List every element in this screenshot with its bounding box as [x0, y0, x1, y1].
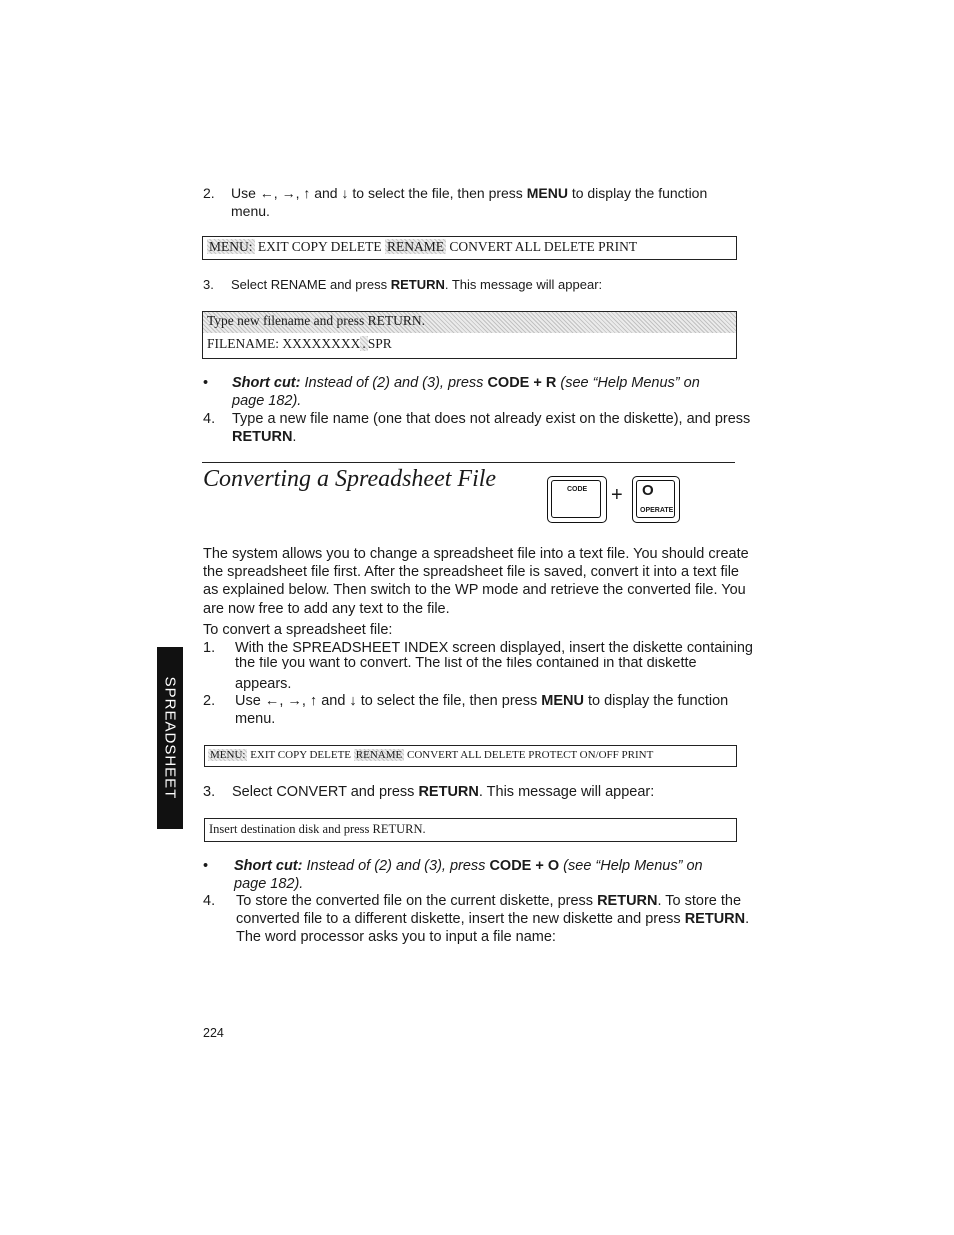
step-text: Select CONVERT and press [232, 784, 419, 800]
bullet: • [203, 858, 209, 874]
shortcut-text: (see “Help Menus” on [559, 858, 703, 874]
step-2-second [203, 692, 773, 728]
operate-key-face [636, 480, 675, 518]
step-text: Select RENAME and press [231, 277, 391, 292]
step-2-first [203, 184, 763, 220]
step-text: converted file to a different diskette, insert the new diskette and press [236, 911, 685, 928]
step-number: 1. [203, 640, 216, 656]
filename-extension: SPR [367, 336, 392, 351]
shortcut-note-first [203, 374, 763, 410]
step-1-second [203, 639, 773, 694]
step-number: 4. [203, 411, 216, 427]
menu-item-rename-selected: RENAME [355, 749, 403, 761]
insert-disk-message-box [204, 818, 737, 842]
step-number: 2. [203, 185, 215, 201]
intro-paragraph [203, 545, 773, 618]
chapter-side-tab [157, 647, 183, 829]
step-text: . [292, 429, 297, 446]
menu-label: MENU: [210, 749, 246, 761]
code-key-face [551, 480, 601, 518]
plus-sign: + [611, 484, 623, 506]
step-number: 4. [203, 893, 216, 909]
step-text: The word processor asks you to input a file name: [236, 929, 556, 946]
section-rule [202, 462, 735, 463]
intro-line: The system allows you to change a spreadsheet file into a text file. You should create [203, 546, 749, 562]
return-key-label: RETURN [597, 893, 658, 909]
step-4-first [203, 410, 773, 446]
shortcut-text: page 182). [234, 876, 304, 893]
page-number: 224 [203, 1026, 224, 1040]
prompt-row [203, 312, 736, 333]
menu-items-before: EXIT COPY DELETE [250, 749, 352, 761]
step-number: 3. [203, 277, 214, 292]
shortcut-text: (see “Help Menus” on [556, 375, 700, 391]
intro-line: as explained below. Then switch to the WP mode and retrieve the converted file. You [203, 582, 746, 599]
rename-prompt: Type new filename and press RETURN. [207, 313, 425, 328]
shortcut-note-second [203, 857, 773, 893]
menu-label: MENU: [209, 239, 253, 254]
step-text: menu. [231, 203, 270, 220]
cursor-dot: . [362, 336, 366, 351]
rename-message-box [202, 311, 737, 359]
step-text: to display the function [567, 185, 708, 201]
menu-key-label: MENU [526, 185, 568, 201]
step-text: . [745, 911, 750, 928]
section-title: Converting a Spreadsheet File [203, 466, 497, 492]
code-key-icon [547, 476, 607, 523]
operate-key-label: OPERATE [640, 507, 674, 514]
return-key-label: RETURN [232, 429, 293, 446]
step-text: . This message will appear: [478, 784, 655, 800]
shortcut-keys: CODE + O [489, 858, 560, 874]
step-text: appears. [235, 676, 292, 693]
menu-key-label: MENU [541, 693, 584, 709]
operate-key-letter: O [642, 482, 654, 499]
shortcut-label: Short cut: [234, 858, 303, 874]
shortcut-text: Instead of (2) and (3), press [302, 858, 490, 874]
shortcut-keys: CODE + R [487, 375, 557, 391]
code-key-label: CODE [567, 486, 588, 493]
function-menu-box-convert [204, 745, 737, 767]
menu-item-rename-selected: RENAME [387, 239, 444, 254]
function-menu-box [202, 236, 737, 260]
menu-items-before: EXIT COPY DELETE [257, 239, 382, 254]
step-text: . This message will appear: [444, 277, 603, 292]
bullet: • [203, 375, 209, 391]
step-text: . To store the [657, 893, 742, 909]
step-text: To store the converted file on the current diskette, press [236, 893, 598, 909]
step-text: menu. [235, 711, 276, 728]
step-text: Type a new file name (one that does not already exist on the diskette), and press [232, 411, 751, 427]
step-number: 2. [203, 693, 216, 709]
menu-items-after: CONVERT ALL DELETE PROTECT ON/OFF PRINT [406, 749, 654, 761]
chapter-tab-label: SPREADSHEET [161, 676, 179, 800]
menu-items-after: CONVERT ALL DELETE PRINT [449, 239, 638, 254]
step-text: With the SPREADSHEET INDEX screen displayed, insert the diskette containing [235, 640, 753, 656]
return-key-label: RETURN [418, 784, 479, 800]
intro-line: are now free to add any text to the file. [203, 600, 450, 617]
step-number: 3. [203, 784, 216, 800]
step-3-first [203, 277, 763, 293]
intro-line: the spreadsheet file first. After the spreadsheet file is saved, convert it into a text file [203, 564, 739, 581]
filename-label: FILENAME: XXXXXXXX [207, 336, 361, 351]
insert-disk-message: Insert destination disk and press RETURN. [209, 822, 426, 836]
shortcut-label: Short cut: [232, 375, 301, 391]
step-4-second [203, 892, 783, 947]
to-convert-heading: To convert a spreadsheet file: [203, 622, 393, 638]
return-key-label: RETURN [390, 277, 445, 292]
step-text: the file you want to convert. The list of the files contained in that diskette [235, 657, 697, 670]
operate-key-icon [632, 476, 680, 523]
return-key-label: RETURN [684, 911, 746, 928]
step-text: to display the function [583, 693, 729, 709]
step-3-second [203, 783, 773, 801]
shortcut-text: Instead of (2) and (3), press [300, 375, 488, 391]
step-text: Use ←, →, ↑ and ↓ to select the file, then press [231, 185, 527, 201]
step-text: Use ←, →, ↑ and ↓ to select the file, then press [235, 693, 542, 709]
shortcut-text: page 182). [232, 393, 302, 410]
